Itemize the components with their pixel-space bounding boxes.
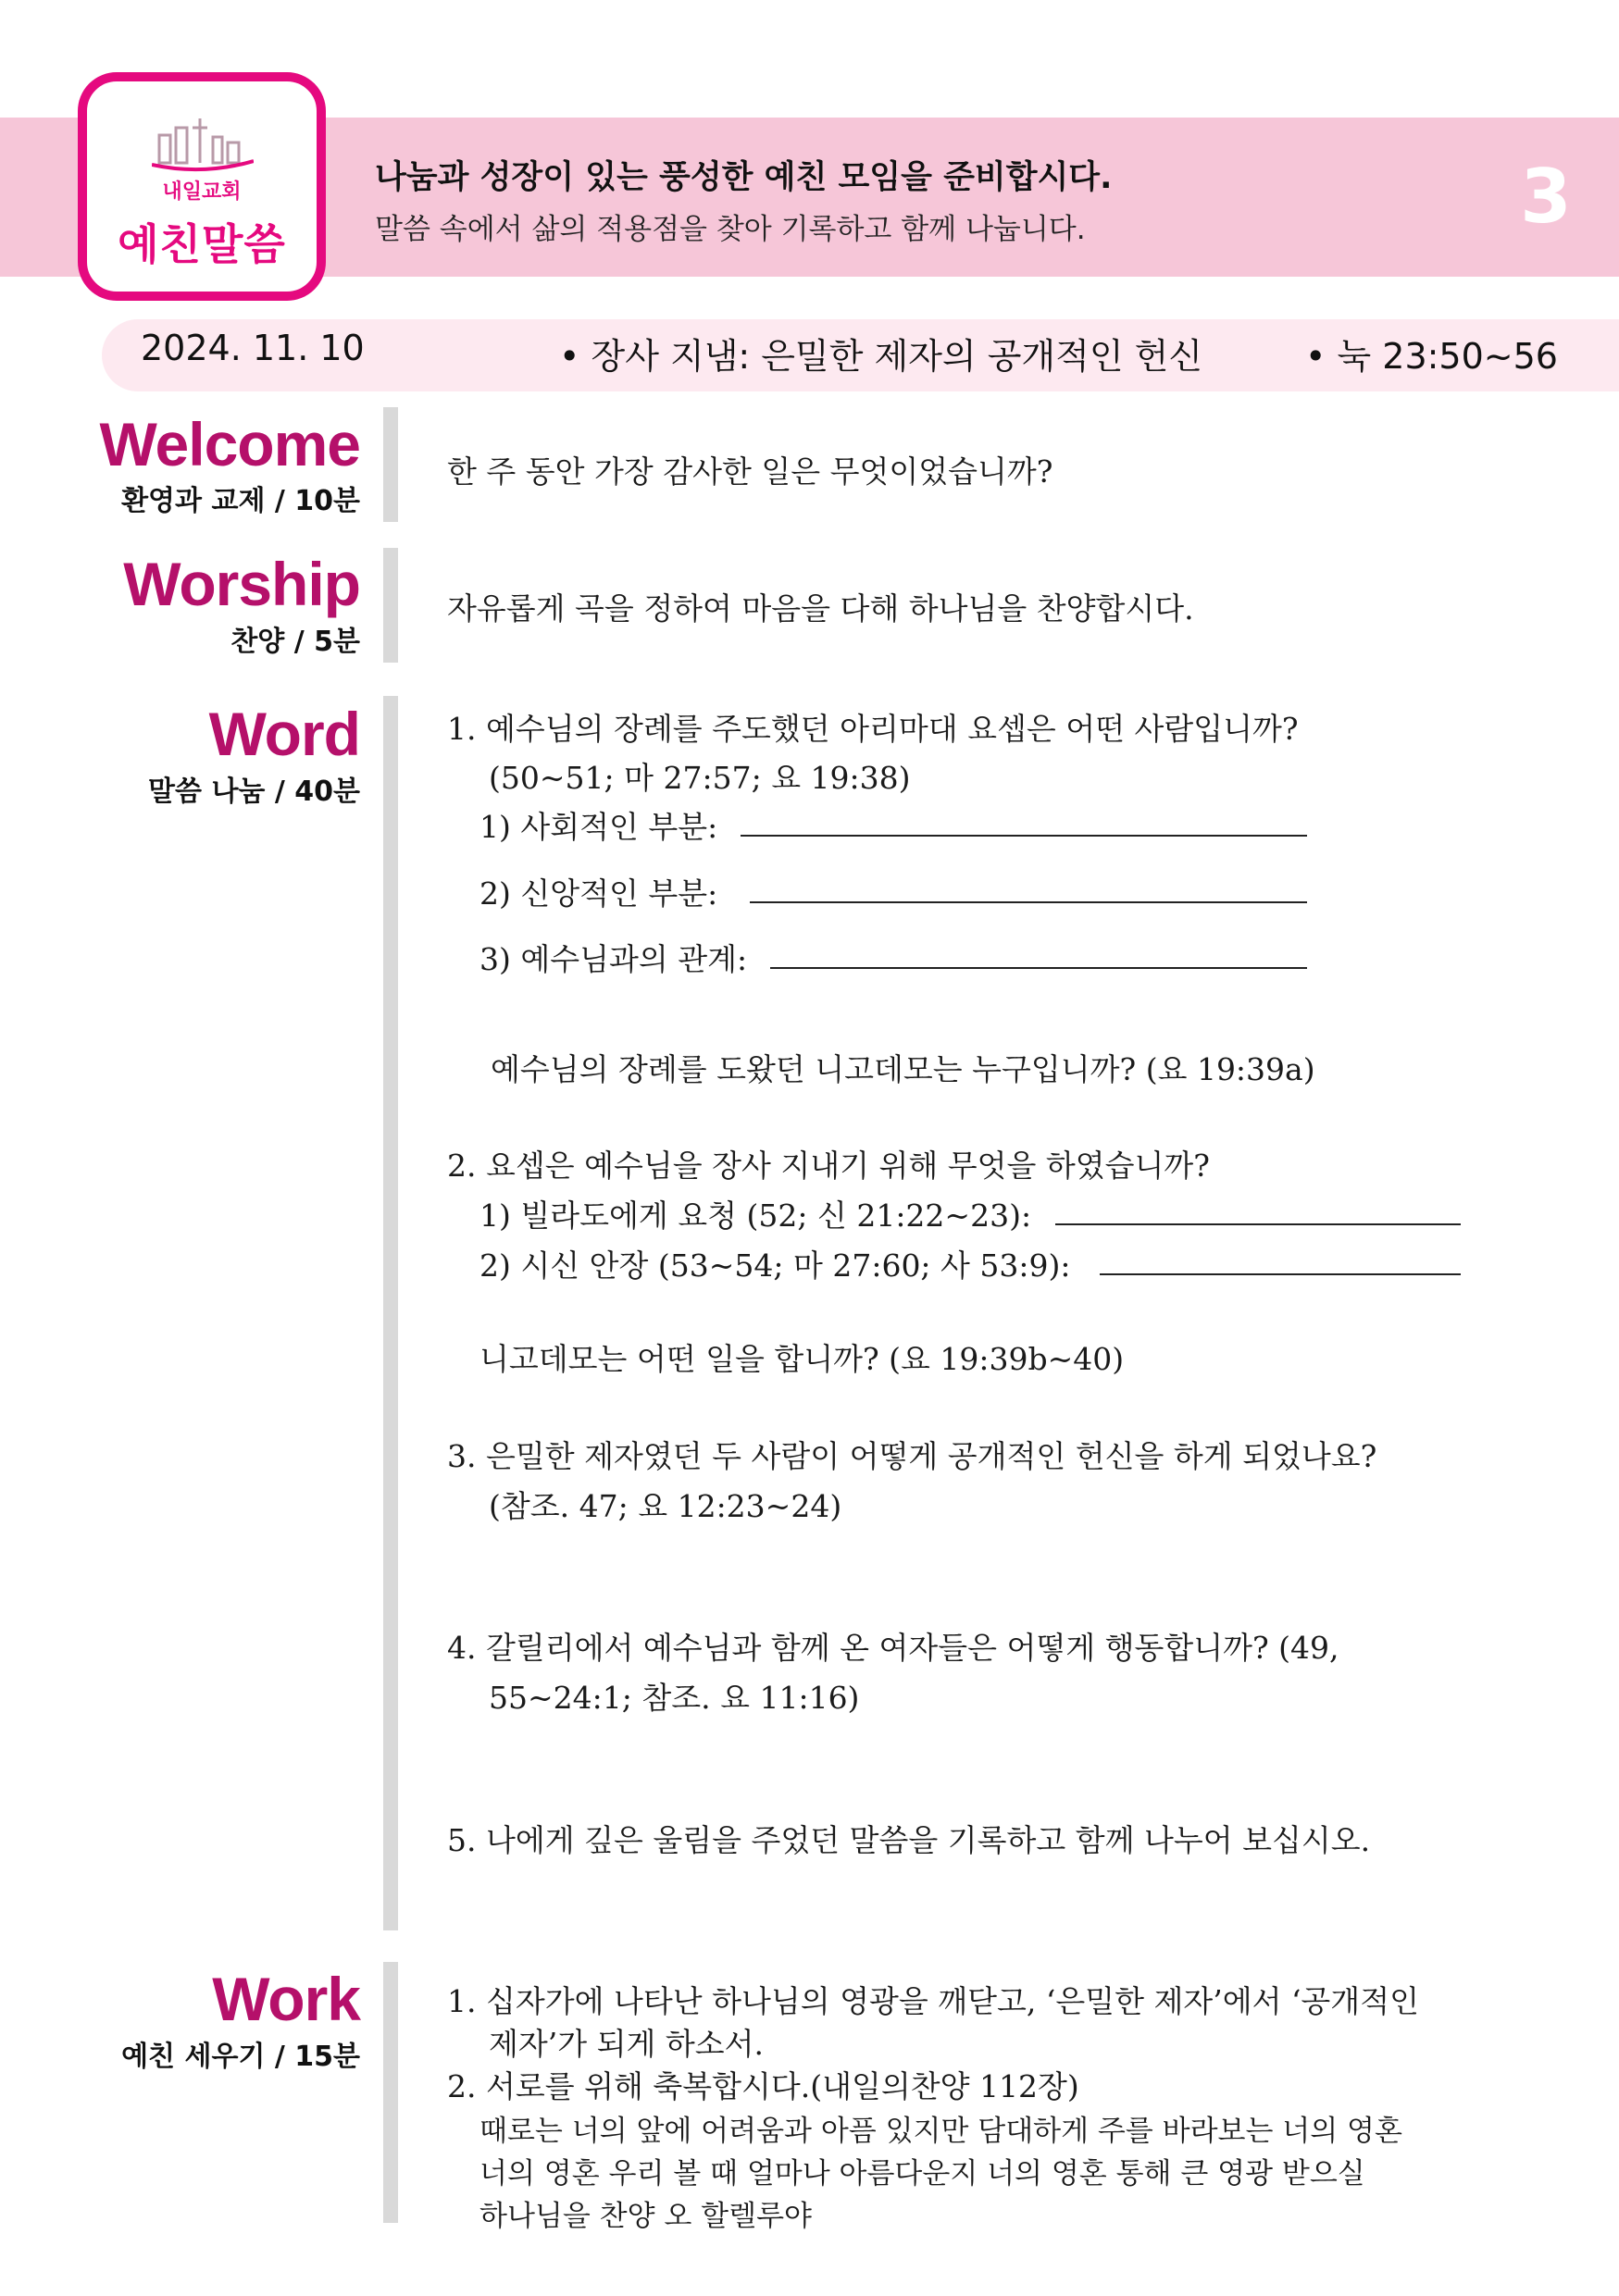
page-number: 3	[1520, 154, 1572, 240]
sermon-topic: • 장사 지냄: 은밀한 제자의 공개적인 헌신	[559, 336, 1203, 377]
work-line2: 제자’가 되게 하소서.	[489, 2026, 764, 2062]
answer-blank[interactable]	[1100, 1246, 1461, 1275]
worship-title: Worship	[123, 550, 360, 618]
worship-text: 자유롭게 곡을 정하여 마음을 다해 하나님을 찬양합시다.	[447, 590, 1194, 627]
header-subtitle: 말씀 속에서 삶의 적용점을 찾아 기록하고 함께 나눕니다.	[375, 213, 1086, 246]
date: 2024. 11. 10	[141, 328, 365, 368]
logo	[78, 72, 326, 301]
welcome-question: 한 주 동안 가장 감사한 일은 무엇이었습니까?	[447, 453, 1053, 490]
answer-blank[interactable]	[741, 807, 1307, 837]
word-q3: 3. 은밀한 제자였던 두 사람이 어떻게 공개적인 헌신을 하게 되었나요?	[447, 1438, 1377, 1474]
answer-blank[interactable]	[750, 874, 1307, 903]
word-q4-ref: 55~24:1; 참조. 요 11:16)	[489, 1680, 860, 1716]
word-q1-b	[479, 870, 717, 913]
word-q1: 1. 예수님의 장례를 주도했던 아리마대 요셉은 어떤 사람입니까?	[447, 711, 1299, 747]
word-q1-a	[479, 803, 717, 847]
work-line3: 2. 서로를 위해 축복합시다.(내일의찬양 112장)	[447, 2068, 1079, 2104]
work-divider	[383, 1962, 398, 2223]
word-q1-a-label: 1) 사회적인 부분:	[479, 809, 718, 845]
word-q2-a: 1) 빌라도에게 요청 (52; 신 21:22~23):	[479, 1198, 1032, 1234]
scripture-reference: • 눅 23:50~56	[1305, 336, 1558, 377]
word-q5: 5. 나에게 깊은 울림을 주었던 말씀을 기록하고 함께 나누어 보십시오.	[447, 1822, 1371, 1858]
welcome-subtitle: 환영과 교제 / 10분	[121, 485, 360, 517]
worship-subtitle: 찬양 / 5분	[230, 626, 360, 658]
word-divider	[383, 696, 398, 1930]
word-q3-ref: (참조. 47; 요 12:23~24)	[489, 1488, 842, 1524]
word-q2-extra: 니고데모는 어떤 일을 합니까? (요 19:39b~40)	[479, 1341, 1125, 1377]
word-q1-extra: 예수님의 장례를 도왔던 니고데모는 누구입니까? (요 19:39a)	[491, 1051, 1315, 1087]
word-q1-b-label: 2) 신앙적인 부분:	[479, 875, 718, 912]
word-title: Word	[208, 700, 360, 768]
hymn-lyric-1: 때로는 너의 앞에 어려움과 아픔 있지만 담대하게 주를 바라보는 너의 영혼	[479, 2115, 1402, 2148]
welcome-divider	[383, 407, 398, 522]
hymn-lyric-3: 하나님을 찬양 오 할렐루야	[479, 2200, 812, 2233]
work-line1: 1. 십자가에 나타난 하나님의 영광을 깨닫고, ‘은밀한 제자’에서 ‘공개적인	[447, 1983, 1419, 2019]
work-title: Work	[212, 1965, 360, 2033]
word-q1-c	[479, 936, 747, 979]
welcome-title: Welcome	[99, 410, 360, 478]
word-q1-ref: (50~51; 마 27:57; 요 19:38)	[489, 760, 911, 796]
worship-divider	[383, 548, 398, 663]
work-subtitle: 예친 세우기 / 15분	[121, 2041, 360, 2073]
word-q1-c-label: 3) 예수님과의 관계:	[479, 941, 748, 977]
hymn-lyric-2: 너의 영혼 우리 볼 때 얼마나 아름다운지 너의 영혼 통해 큰 영광 받으실	[479, 2157, 1365, 2191]
logo-title: 예친말씀	[118, 219, 286, 269]
word-q2: 2. 요셉은 예수님을 장사 지내기 위해 무엇을 하였습니까?	[447, 1148, 1210, 1184]
header-title: 나눔과 성장이 있는 풍성한 예친 모임을 준비합시다.	[375, 159, 1113, 196]
word-q4: 4. 갈릴리에서 예수님과 함께 온 여자들은 어떻게 행동합니까? (49,	[447, 1630, 1339, 1666]
answer-blank[interactable]	[770, 939, 1307, 969]
word-subtitle: 말씀 나눔 / 40분	[148, 776, 360, 808]
logo-church-name: 내일교회	[162, 180, 242, 204]
word-q2-b: 2) 시신 안장 (53~54; 마 27:60; 사 53:9):	[479, 1247, 1071, 1284]
church-skyline-icon	[152, 115, 254, 172]
answer-blank[interactable]	[1055, 1196, 1461, 1225]
